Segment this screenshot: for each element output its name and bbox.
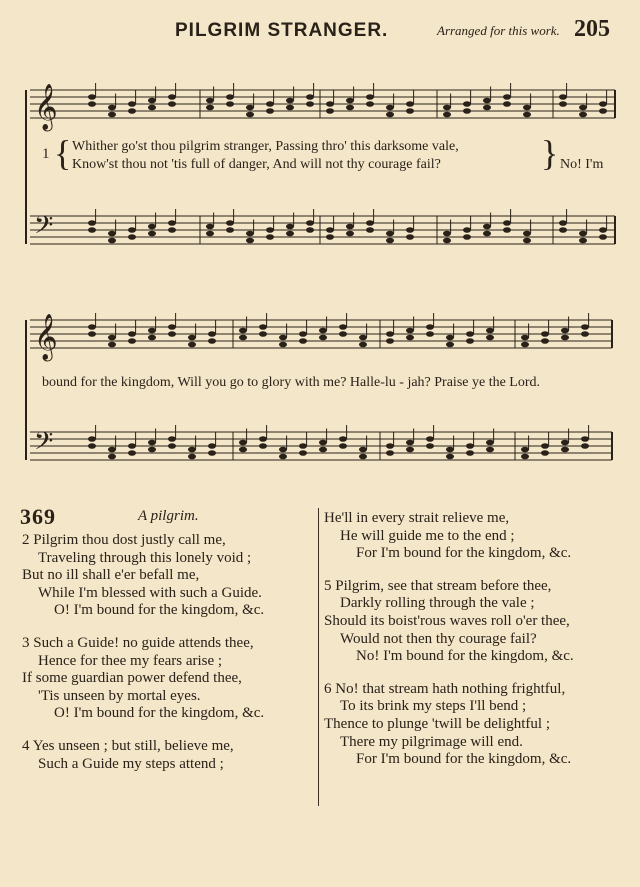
note-head [108,231,116,237]
verse-line: He'll in every strait relieve me, [324,510,510,526]
treble-clef-icon: 𝄞 [34,84,58,130]
note-head [523,231,531,237]
note-head [286,224,294,230]
hymn-number: 369 [20,504,56,529]
note-head [239,447,247,453]
note-head [108,342,116,348]
note-head [541,443,549,449]
verse-line: 3 Such a Guide! no guide attends thee, [22,634,254,651]
note-head [286,98,294,104]
note-head [599,227,607,233]
note-head [386,450,394,456]
note-head [108,238,116,244]
note-head [128,450,136,456]
note-head [188,454,196,460]
verse-line: But no ill shall e'er befall me, [22,567,200,584]
note-head [246,112,254,118]
hymn-tune-title: PILGRIM STRANGER. [175,20,389,41]
note-head [188,335,196,341]
note-head [339,436,347,442]
note-head [366,227,374,233]
note-head [386,443,394,449]
note-head [319,440,327,446]
note-head [168,227,176,233]
bass-clef-icon: 𝄢 [34,427,54,462]
note-head [279,447,287,453]
note-head [581,443,589,449]
note-head [466,331,474,337]
note-head [579,112,587,118]
note-head [108,454,116,460]
note-head [326,101,334,107]
lyric-pickup: No! I'm [560,157,604,172]
note-head [443,238,451,244]
note-head [206,98,214,104]
note-head [541,450,549,456]
note-head [168,443,176,449]
note-head [561,328,569,334]
note-head [299,331,307,337]
note-head [386,112,394,118]
note-head [246,238,254,244]
note-head [463,234,471,240]
verse-line: For I'm bound for the kingdom, &c. [356,751,572,768]
right-brace: } [541,133,559,173]
note-head [446,342,454,348]
note-head [226,94,234,100]
note-head [486,447,494,453]
stanza-gap [324,666,574,681]
verse-line: 6 No! that stream hath nothing frightful, [324,680,566,697]
note-head [559,220,567,226]
note-head [108,335,116,341]
verse-line: Would not then thy courage fail? [340,630,537,647]
note-head [359,342,367,348]
note-head [306,220,314,226]
note-head [168,331,176,337]
note-head [486,440,494,446]
note-head [581,331,589,337]
note-head [346,224,354,230]
verse-line: For I'm bound for the kingdom, &c. [356,545,572,562]
note-head [406,227,414,233]
note-head [346,98,354,104]
verse-line: To its brink my steps I'll bend ; [340,698,527,715]
note-head [259,324,267,330]
note-head [168,94,176,100]
note-head [299,443,307,449]
note-head [206,231,214,237]
note-head [463,101,471,107]
note-head [306,101,314,107]
note-head [88,94,96,100]
note-head [299,450,307,456]
stanza-gap [324,563,574,578]
note-head [599,234,607,240]
note-head [128,108,136,114]
column-divider [318,508,319,806]
note-head [463,227,471,233]
note-head [148,328,156,334]
note-head [188,447,196,453]
refrain-lyric: bound for the kingdom, Will you go to glory with me? Halle-lu - jah? Praise ye the Lord. [42,375,541,390]
note-head [88,324,96,330]
note-head [206,105,214,111]
note-head [523,112,531,118]
note-head [579,105,587,111]
note-head [483,105,491,111]
note-head [279,335,287,341]
verse-line: O! I'm bound for the kingdom, &c. [54,705,265,722]
note-head [579,238,587,244]
note-head [259,436,267,442]
note-head [239,328,247,334]
hymn-subtitle: A pilgrim. [138,508,199,524]
note-head [188,342,196,348]
note-head [128,443,136,449]
note-head [168,220,176,226]
verses-right-column [324,510,574,769]
note-head [581,324,589,330]
verse-line: Thence to plunge 'twill be delightful ; [324,715,550,732]
note-head [128,227,136,233]
note-head [599,108,607,114]
note-head [483,224,491,230]
note-head [128,331,136,337]
note-head [266,227,274,233]
note-head [346,105,354,111]
note-head [359,335,367,341]
note-head [108,105,116,111]
verse-line: There my pilgrimage will end. [340,733,523,750]
verse-line: 4 Yes unseen ; but still, believe me, [22,737,234,754]
note-head [148,440,156,446]
note-head [108,112,116,118]
note-head [206,224,214,230]
note-head [226,220,234,226]
note-head [386,231,394,237]
note-head [148,231,156,237]
note-head [561,447,569,453]
lyric-line-2: Know'st thou not 'tis full of danger, And will not thy courage fail? [72,157,441,172]
note-head [306,94,314,100]
note-head [208,443,216,449]
note-head [339,331,347,337]
note-head [148,335,156,341]
note-head [208,450,216,456]
note-head [326,234,334,240]
note-head [406,101,414,107]
note-head [128,234,136,240]
note-head [339,324,347,330]
note-head [581,436,589,442]
note-head [88,436,96,442]
note-head [503,227,511,233]
note-head [443,105,451,111]
note-head [521,342,529,348]
note-head [148,224,156,230]
note-head [446,454,454,460]
note-head [466,338,474,344]
note-head [319,447,327,453]
left-brace: { [54,133,72,173]
note-head [486,328,494,334]
note-head [486,335,494,341]
note-head [406,335,414,341]
note-head [541,338,549,344]
note-head [599,101,607,107]
note-head [366,101,374,107]
note-head [226,101,234,107]
page-number: 205 [574,16,610,42]
note-head [426,331,434,337]
bass-clef-icon: 𝄢 [34,211,54,246]
note-head [88,443,96,449]
arrangement-note: Arranged for this work. [437,23,560,38]
note-head [426,443,434,449]
note-head [359,447,367,453]
verse-line: Hence for thee my fears arise ; [38,652,223,669]
verse-line: Traveling through this lonely void ; [38,549,252,566]
note-head [246,231,254,237]
note-head [503,220,511,226]
lyric-line-1: Whither go'st thou pilgrim stranger, Passing thro' this darksome vale, [72,139,459,154]
note-head [426,324,434,330]
treble-clef-icon: 𝄞 [34,314,58,360]
note-head [541,331,549,337]
note-head [148,98,156,104]
note-head [386,338,394,344]
stanza-gap [22,620,264,635]
note-head [326,227,334,233]
note-head [259,443,267,449]
verse-line: Such a Guide my steps attend ; [38,755,224,772]
note-head [446,447,454,453]
note-head [88,101,96,107]
note-head [346,231,354,237]
note-head [406,234,414,240]
note-head [426,436,434,442]
note-head [523,105,531,111]
verse-line: If some guardian power defend thee, [22,670,242,687]
note-head [523,238,531,244]
note-head [406,328,414,334]
note-head [483,231,491,237]
note-head [148,105,156,111]
note-head [406,440,414,446]
note-head [359,454,367,460]
note-head [443,112,451,118]
note-head [386,238,394,244]
note-head [406,447,414,453]
note-head [208,338,216,344]
note-head [239,440,247,446]
verse-line: 'Tis unseen by mortal eyes. [38,687,201,704]
verse-line: 5 Pilgrim, see that stream before thee, [324,577,552,594]
page-header [0,18,640,48]
verse-line: O! I'm bound for the kingdom, &c. [54,602,265,619]
note-head [559,101,567,107]
note-head [521,335,529,341]
note-head [168,324,176,330]
note-head [521,454,529,460]
note-head [226,227,234,233]
note-head [339,443,347,449]
verses-left-column [22,532,264,773]
note-head [168,436,176,442]
verse-line: He will guide me to the end ; [340,527,515,544]
note-head [326,108,334,114]
note-head [208,331,216,337]
note-head [246,105,254,111]
note-head [406,108,414,114]
note-head [266,234,274,240]
verse-line: Darkly rolling through the vale ; [340,595,535,612]
note-head [88,220,96,226]
verse-line: While I'm blessed with such a Guide. [38,584,262,601]
note-head [88,227,96,233]
note-head [579,231,587,237]
note-head [446,335,454,341]
note-head [503,101,511,107]
note-head [386,331,394,337]
note-head [443,231,451,237]
note-head [466,450,474,456]
verse-line: Should its boist'rous waves roll o'er thee, [324,612,570,629]
note-head [286,105,294,111]
note-head [266,101,274,107]
note-head [306,227,314,233]
note-head [239,335,247,341]
note-head [559,227,567,233]
stanza-gap [22,723,264,738]
note-head [279,454,287,460]
note-head [521,447,529,453]
note-head [286,231,294,237]
note-head [168,101,176,107]
note-head [386,105,394,111]
note-head [366,94,374,100]
verse-number: 1 [42,146,50,162]
note-head [266,108,274,114]
note-head [366,220,374,226]
note-head [148,447,156,453]
note-head [559,94,567,100]
note-head [279,342,287,348]
note-head [128,101,136,107]
note-head [128,338,136,344]
note-head [561,335,569,341]
note-head [299,338,307,344]
music-score [0,50,640,470]
note-head [319,328,327,334]
note-head [503,94,511,100]
note-head [463,108,471,114]
note-head [561,440,569,446]
note-head [259,331,267,337]
note-head [466,443,474,449]
note-head [88,331,96,337]
note-head [483,98,491,104]
note-head [108,447,116,453]
note-head [319,335,327,341]
verse-line: 2 Pilgrim thou dost justly call me, [22,532,226,548]
verse-line: No! I'm bound for the kingdom, &c. [356,648,574,665]
